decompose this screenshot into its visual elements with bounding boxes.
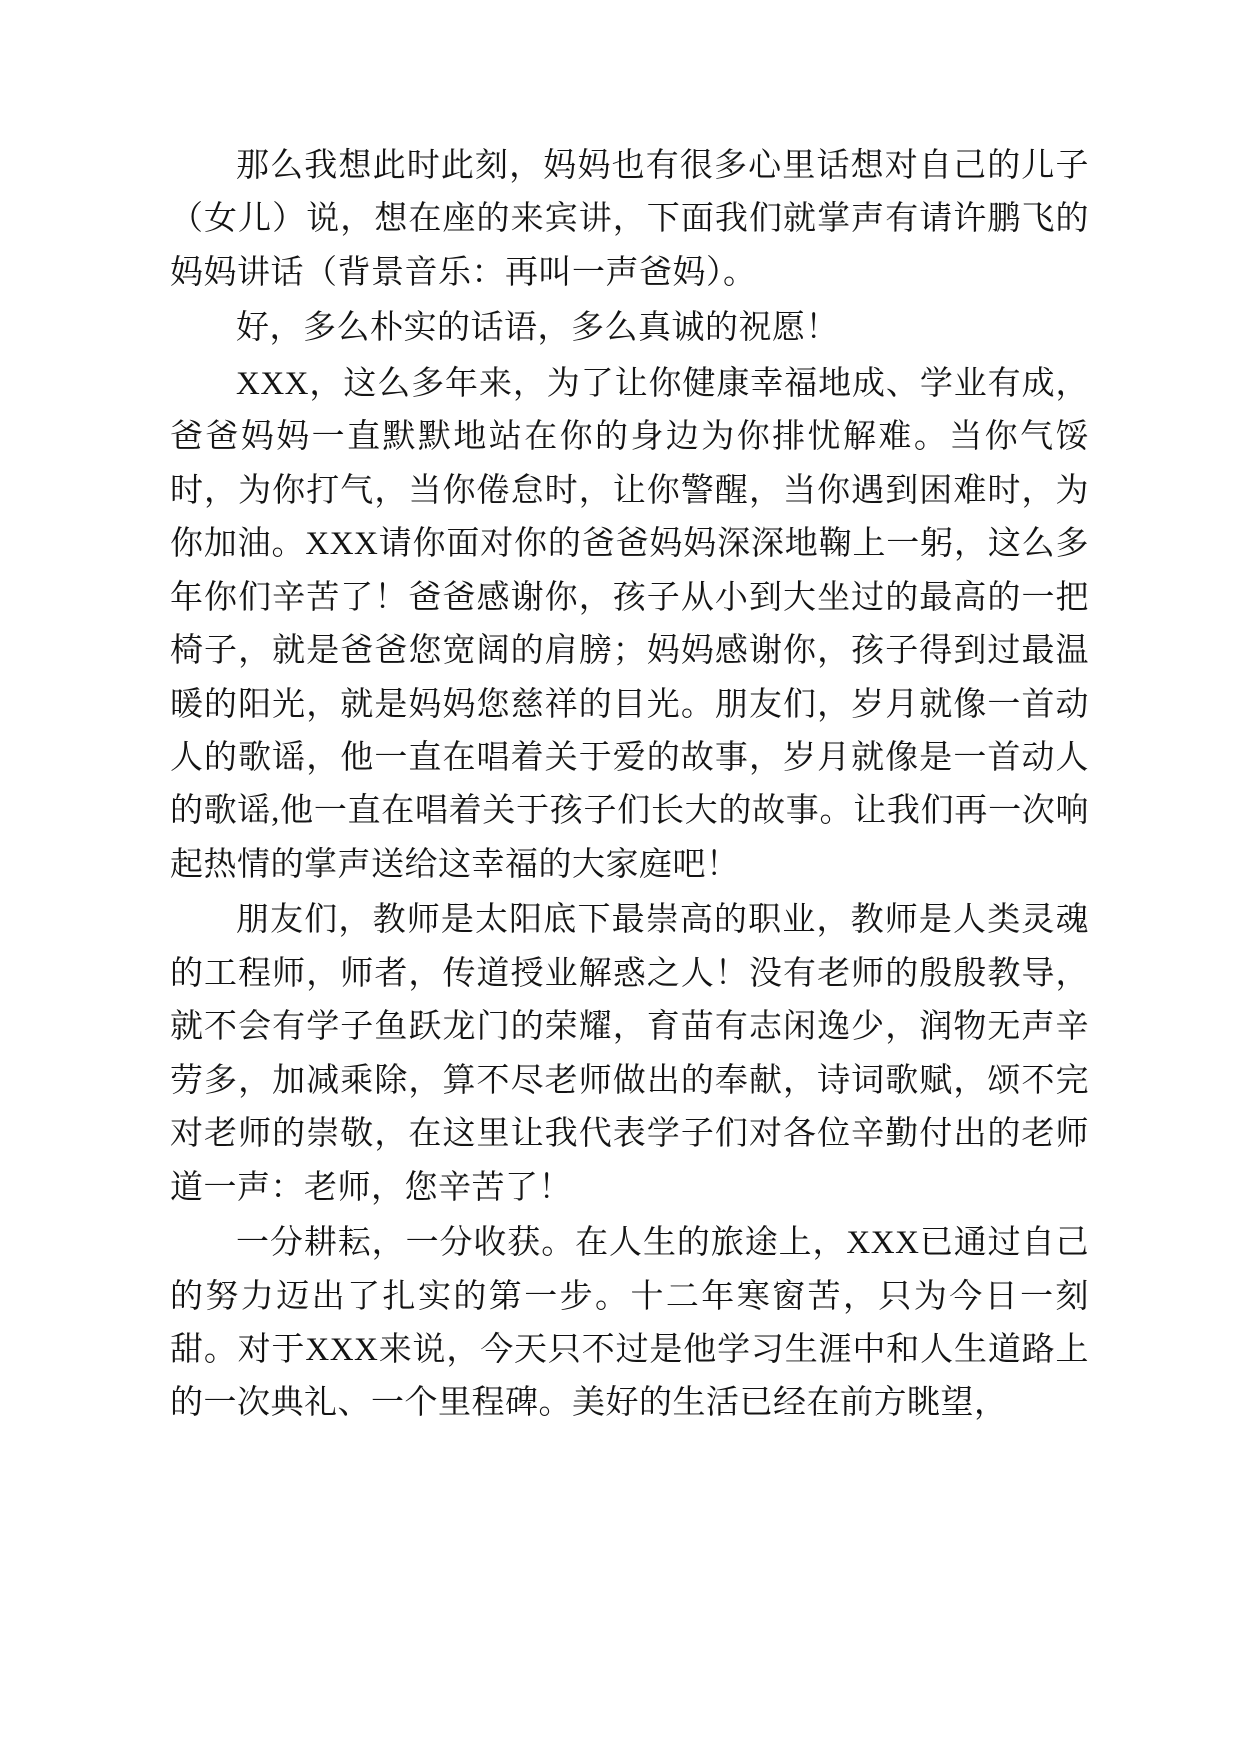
paragraph: XXX，这么多年来，为了让你健康幸福地成、学业有成，爸爸妈妈一直默默地站在你的身边为你排忧解难。当你气馁时，为你打气，当你倦怠时，让你警醒，当你遇到困难时，为你加油。XXX请你面对你的爸爸妈妈深深地鞠上一躬，这么多年你们辛苦了！爸爸感谢你，孩子从小到大坐过的最高的一把椅子，就是爸爸您宽阔的肩膀；妈妈感谢你，孩子得到过最温暖的阳光，就是妈妈您慈祥的目光。朋友们，岁月就像一首动人的歌谣，他一直在唱着关于爱的故事，岁月就像是一首动人的歌谣,他一直在唱着关于孩子们长大的故事。让我们再一次响起热情的掌声送给这幸福的大家庭吧！ — [170, 365, 1089, 883]
paragraph: 朋友们，教师是太阳底下最崇高的职业，教师是人类灵魂的工程师，师者，传道授业解惑之人！没有老师的殷殷教导，就不会有学子鱼跃龙门的荣耀，育苗有志闲逸少，润物无声辛劳多，加减乘除，算不尽老师做出的奉献，诗词歌赋，颂不完对老师的崇敬，在这里让我代表学子们对各位辛勤付出的老师道一声：老师，您辛苦了！ — [170, 902, 1089, 1206]
document-body — [170, 140, 1089, 1431]
paragraph: 好，多么朴实的话语，多么真诚的祝愿！ — [236, 310, 839, 347]
paragraph: 一分耕耘，一分收获。在人生的旅途上，XXX已通过自己的努力迈出了扎实的第一步。十二年寒窗苦，只为今日一刻甜。对于XXX来说，今天只不过是他学习生涯中和人生道路上的一次典礼、一个里程碑。美好的生活已经在前方眺望， — [170, 1225, 1089, 1422]
paragraph: 那么我想此时此刻，妈妈也有很多心里话想对自己的儿子（女儿）说，想在座的来宾讲，下面我们就掌声有请许鹏飞的妈妈讲话（背景音乐：再叫一声爸妈）。 — [170, 148, 1089, 291]
